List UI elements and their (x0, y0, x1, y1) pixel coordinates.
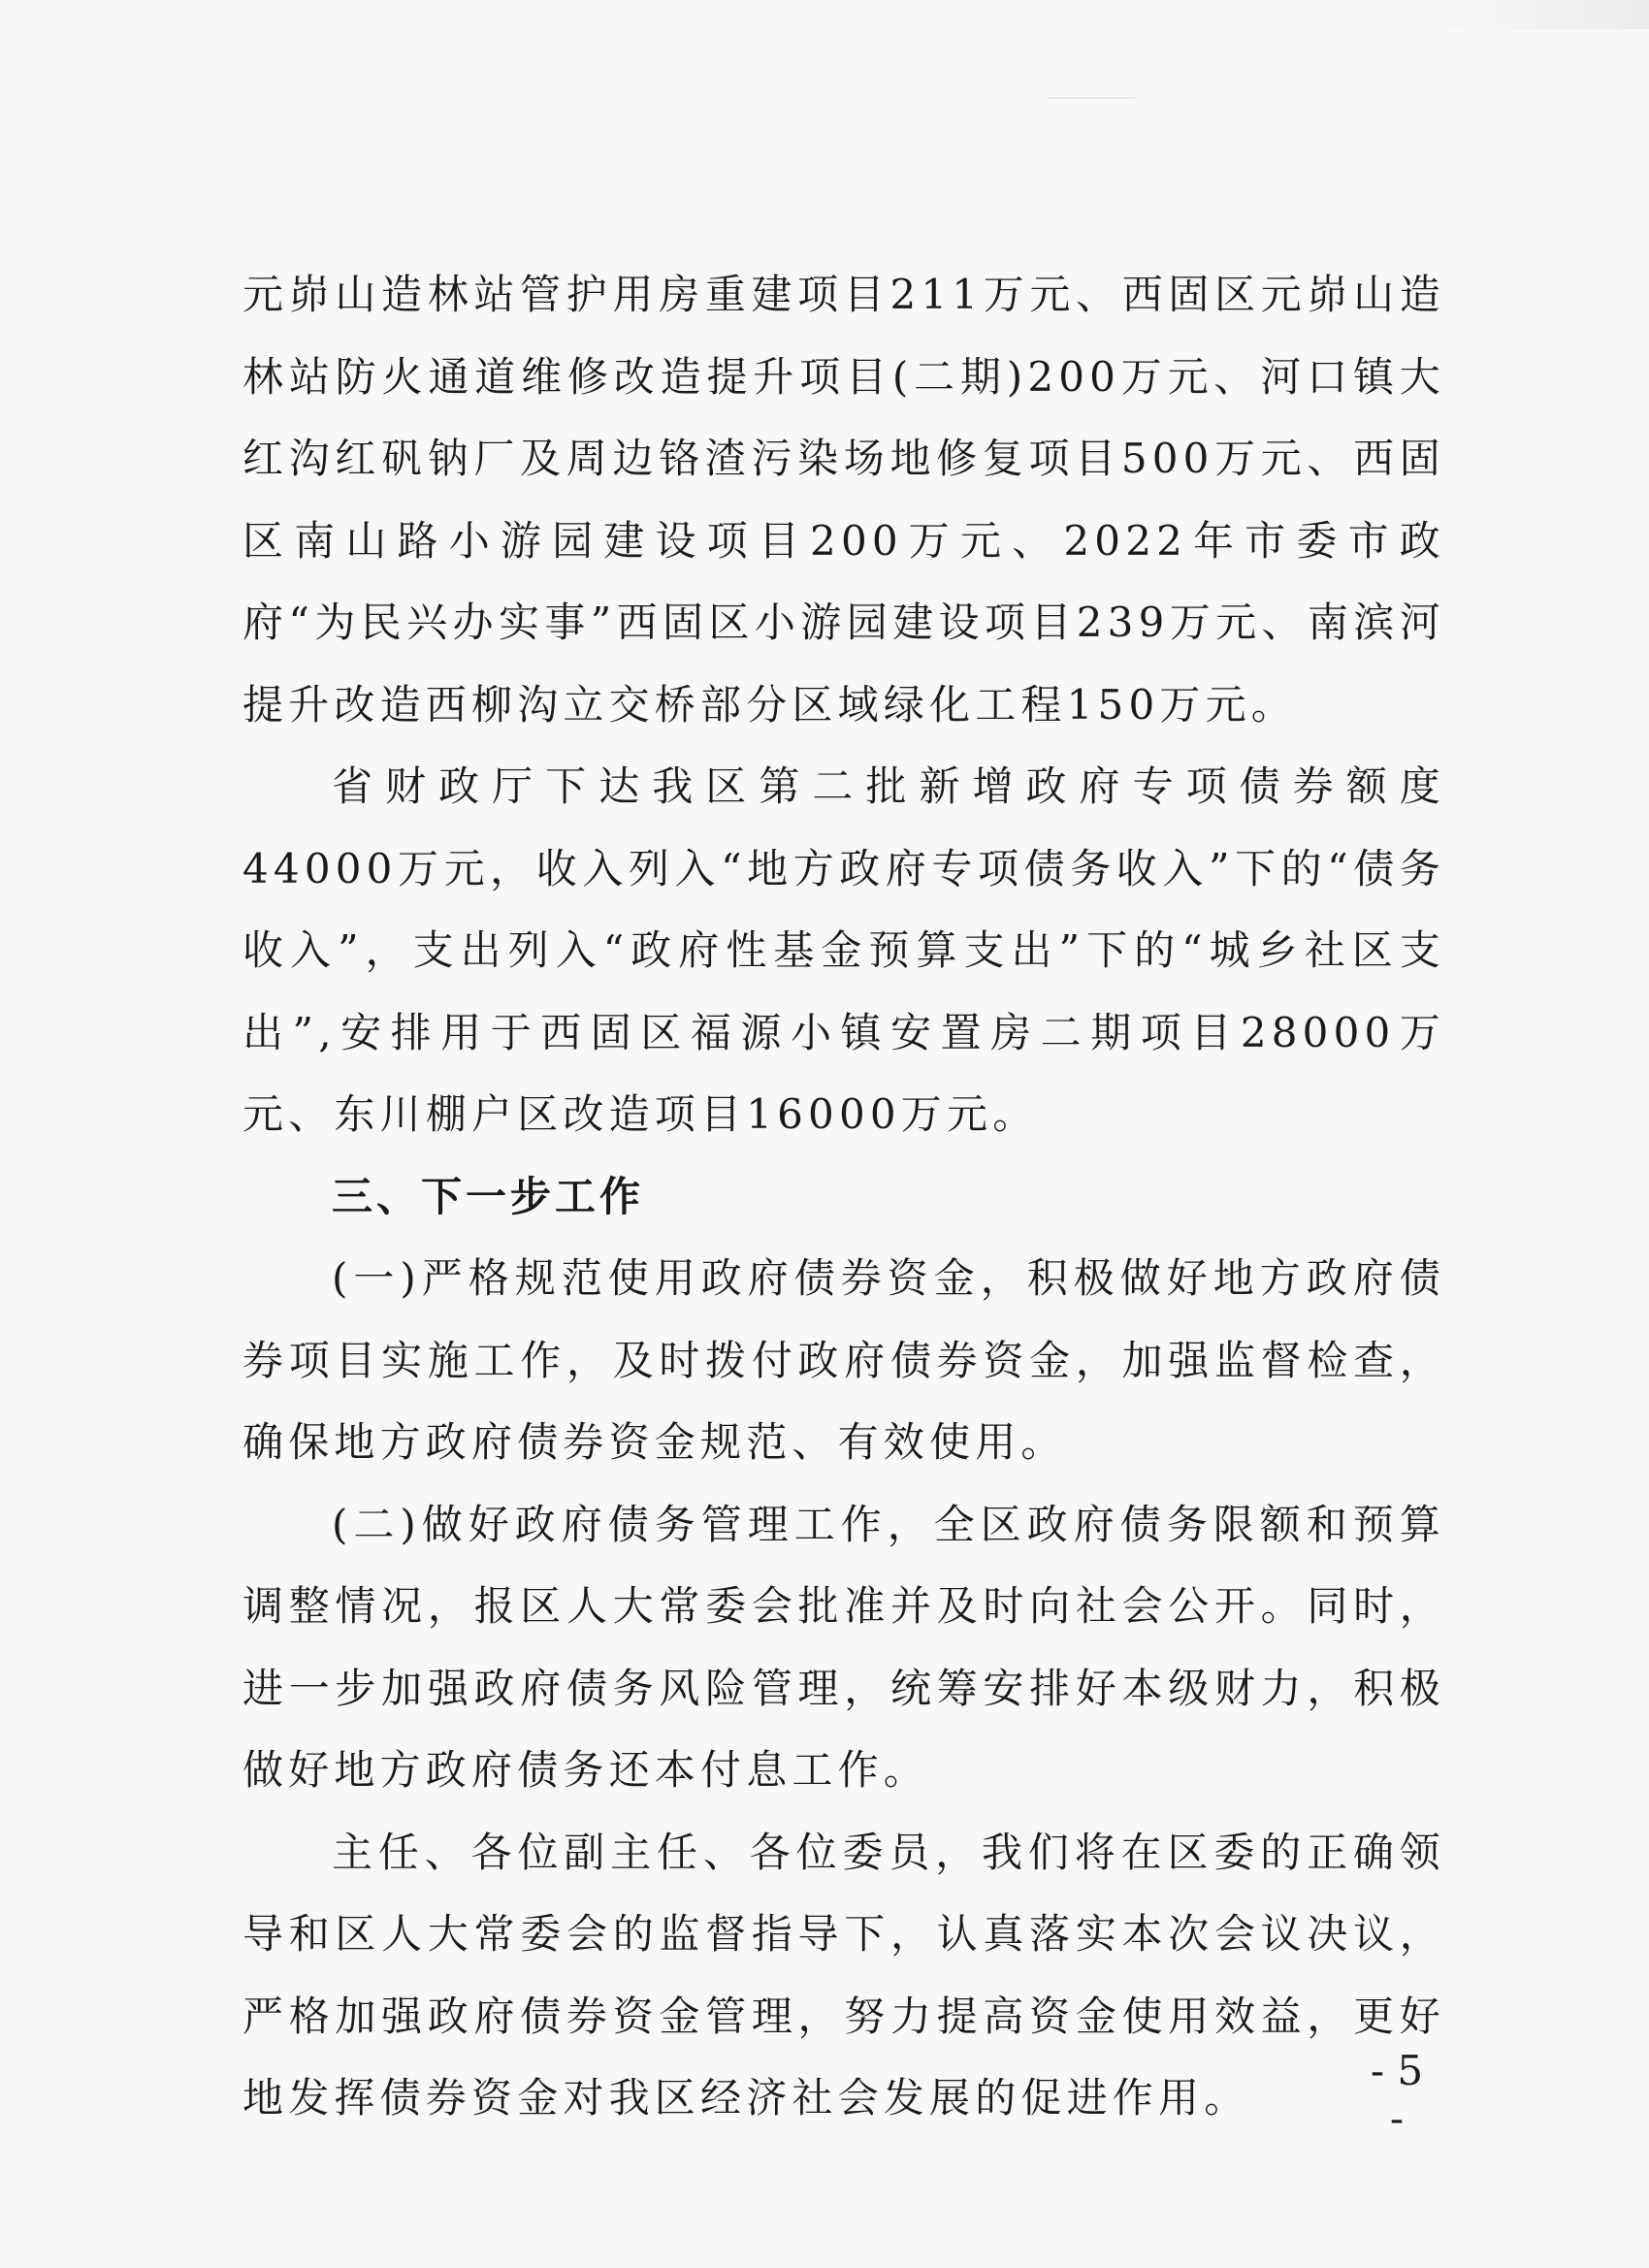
section-heading-next-steps: 三、下一步工作 (332, 1172, 645, 1220)
page-number: - 5 - (1370, 2047, 1424, 2142)
paragraph-next-step-2: (二)做好政府债务管理工作，全区政府债务限额和预算调整情况，报区人大常委会批准并及时向社会公开。同时，进一步加强政府债务风险管理，统筹安排好本级财力，积极做好地方政府债务还本付息工作。 (242, 1500, 1445, 1794)
bleed-through-mark (1048, 58, 1135, 99)
paragraph-closing: 主任、各位副主任、各位委员，我们将在区委的正确领导和区人大常委会的监督指导下，认真落实本次会议决议，严格加强政府债券资金管理，努力提高资金使用效益，更好地发挥债券资金对我区经济社会发展的促进作用。 (242, 1828, 1445, 2122)
scan-shadow (1397, 0, 1649, 29)
paragraph-project-list-continuation: 元峁山造林站管护用房重建项目211万元、西固区元峁山造林站防火通道维修改造提升项目(二期)200万元、河口镇大红沟红矾钠厂及周边铬渣污染场地修复项目500万元、西固区南山路小游园建设项目200万元、2022年市委市政府“为民兴办实事”西固区小游园建设项目239万元、南滨河提升改造西柳沟立交桥部分区域绿化工程150万元。 (242, 271, 1445, 729)
paragraph-next-step-1: (一)严格规范使用政府债券资金，积极做好地方政府债券项目实施工作，及时拨付政府债券资金，加强监督检查，确保地方政府债券资金规范、有效使用。 (242, 1254, 1445, 1466)
paragraph-second-batch-bonds: 省财政厅下达我区第二批新增政府专项债券额度44000万元，收入列入“地方政府专项债务收入”下的“债务收入”，支出列入“政府性基金预算支出”下的“城乡社区支出”,安排用于西固区福源小镇安置房二期项目28000万元、东川棚户区改造项目16000万元。 (242, 762, 1445, 1138)
document-body (242, 254, 1445, 2140)
